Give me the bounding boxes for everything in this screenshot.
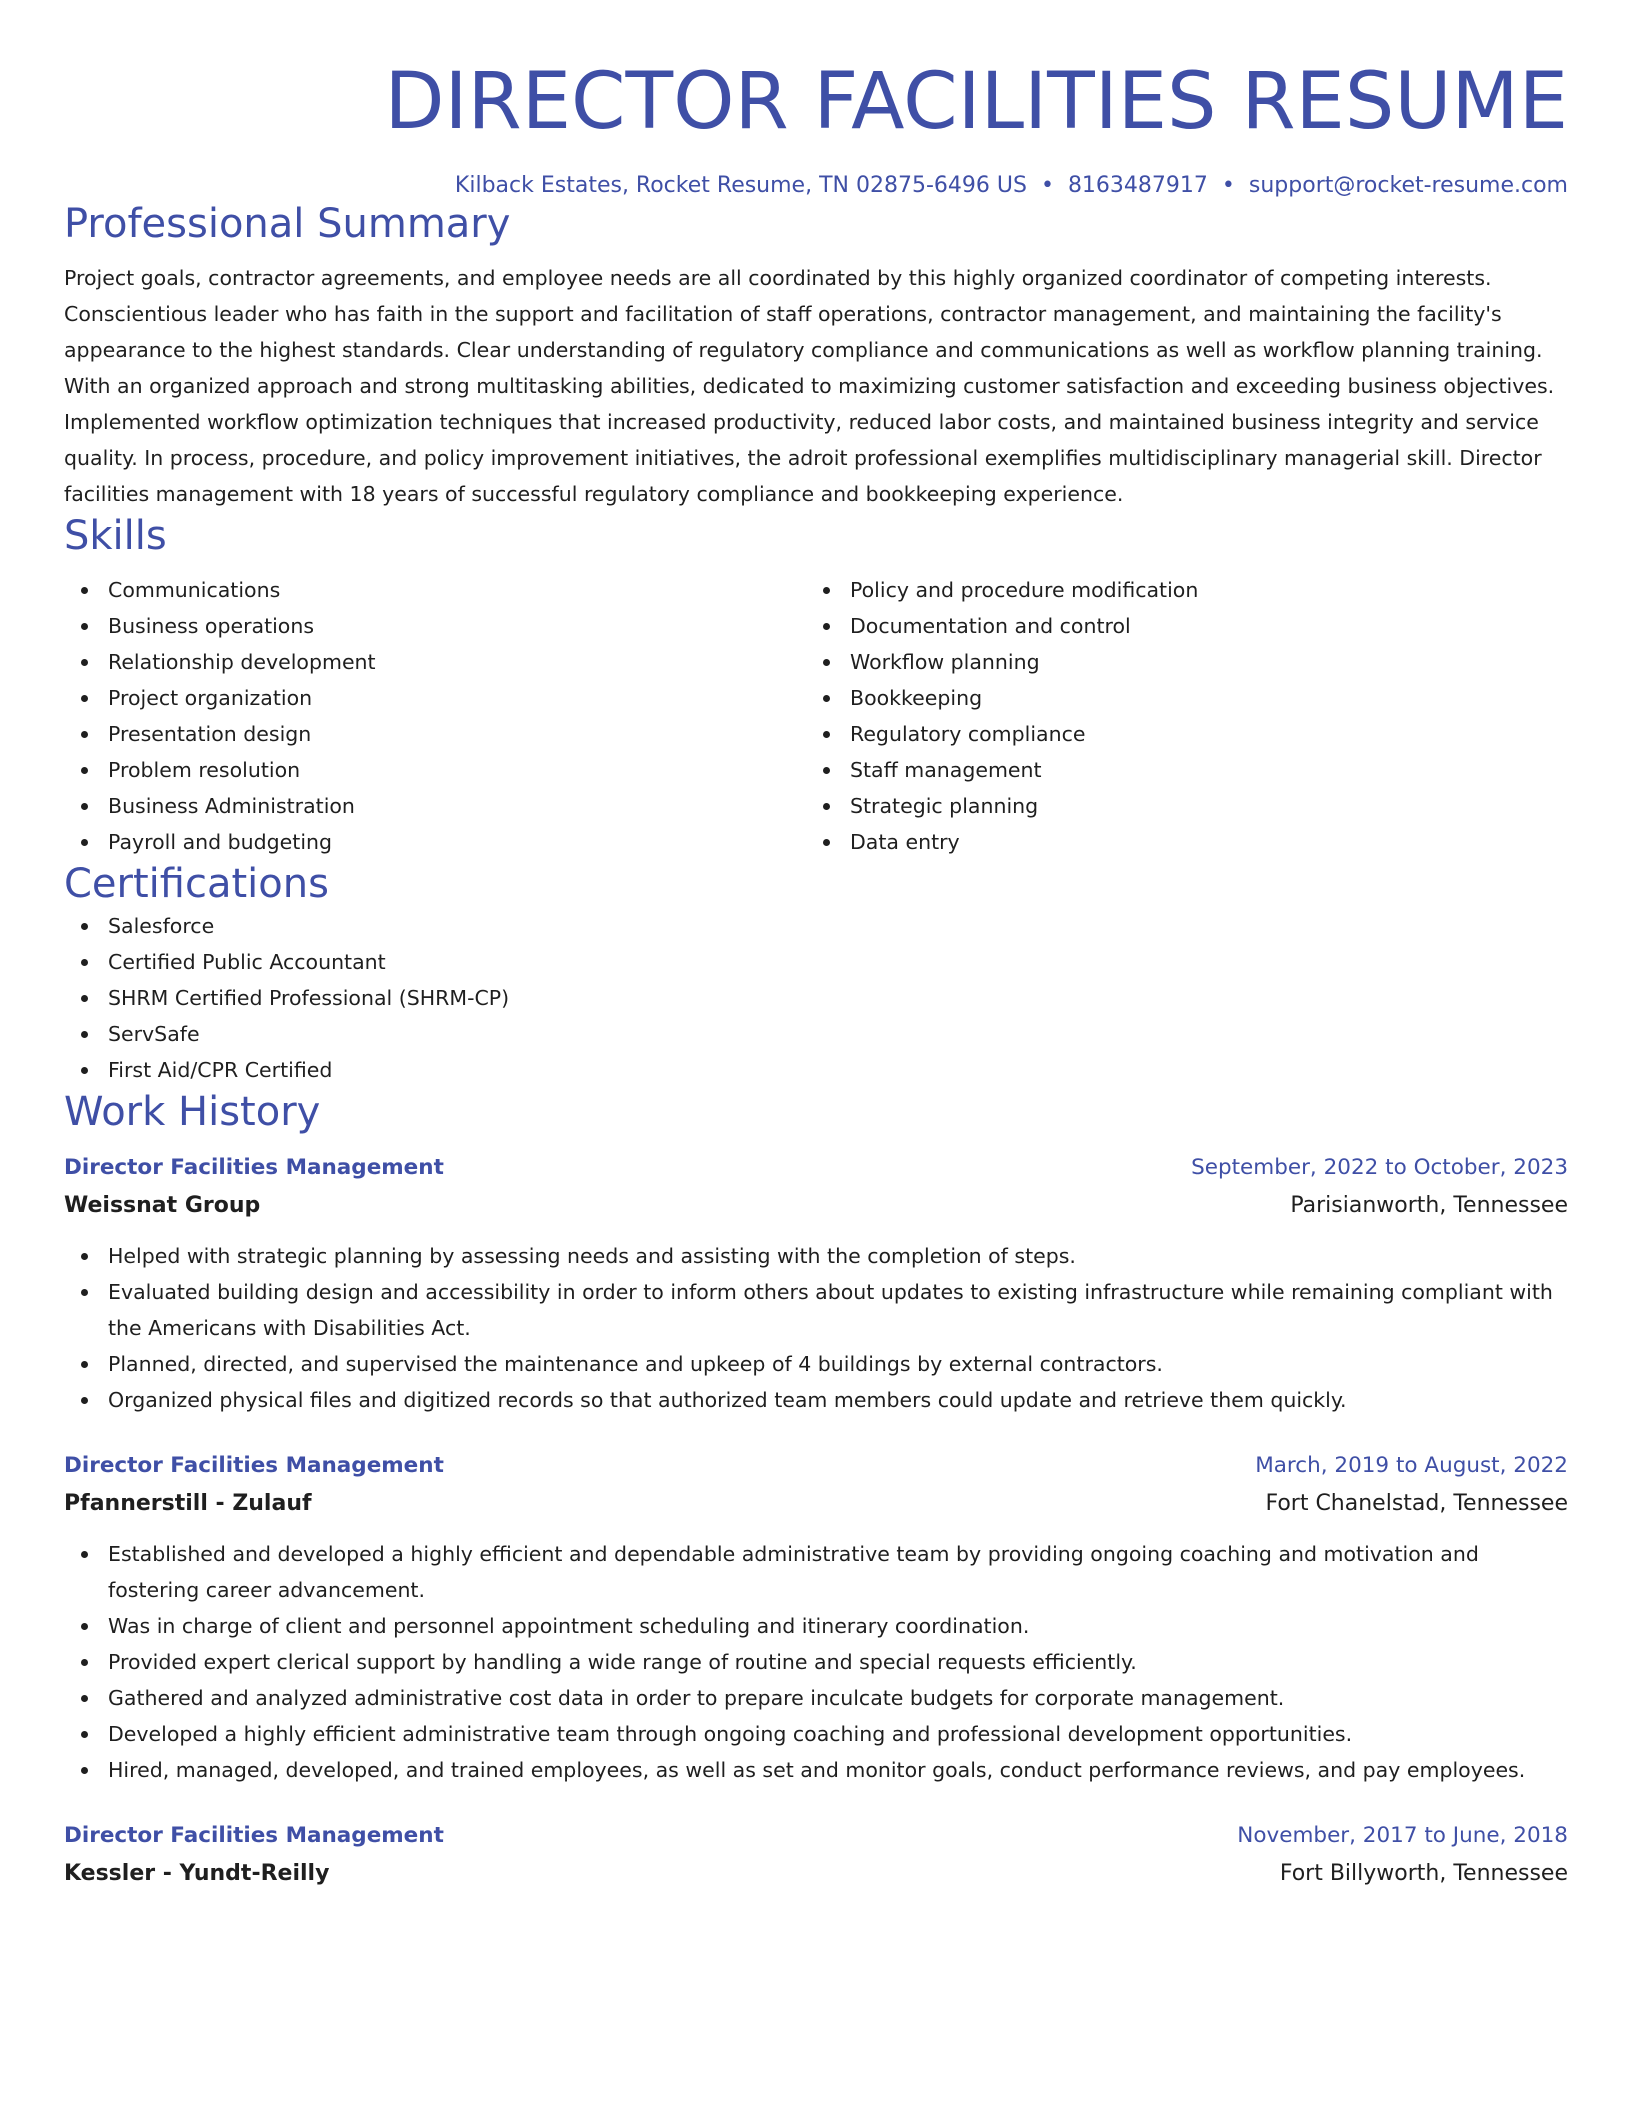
job-title: Director Facilities Management [64, 1155, 444, 1180]
skill-item: Problem resolution [64, 752, 806, 788]
job-header-row [64, 1150, 1568, 1186]
job-location: Fort Chanelstad, Tennessee [1265, 1491, 1568, 1516]
summary-text: Project goals, contractor agreements, and employee needs are all coordinated by this highly organized coordinator of competing interests. Conscientious leader who has faith in the support and facilitation of staff operations, contractor management, and maintaining the facility's appearance to the highest standards. Clear understanding of regulatory compliance and communications as well as workflow planning training. With an organized approach and strong multitasking abilities, dedicated to maximizing customer satisfaction and exceeding business objectives. Implemented workflow optimization techniques that increased productivity, reduced labor costs, and maintained business integrity and service quality. In process, procedure, and policy improvement initiatives, the adroit professional exemplifies multidisciplinary managerial skill. Director facilities management with 18 years of successful regulatory compliance and bookkeeping experience. [64, 266, 1555, 506]
contact-line [64, 172, 1568, 200]
job-header-row [64, 1818, 1568, 1854]
job-entry [64, 1150, 1568, 1418]
resume-title: DIRECTOR FACILITIES RESUME [384, 57, 1568, 147]
job-company: Pfannerstill - Zulauf [64, 1491, 312, 1516]
resume-page [64, 0, 1568, 1894]
job-entry [64, 1818, 1568, 1894]
certification-item: First Aid/CPR Certified [64, 1052, 1568, 1088]
skill-item: Strategic planning [806, 788, 1548, 824]
summary-heading: Professional Summary [64, 201, 511, 247]
certification-item: SHRM Certified Professional (SHRM-CP) [64, 980, 1568, 1016]
job-company-row [64, 1186, 1568, 1226]
job-bullet: Evaluated building design and accessibility in order to inform others about updates to existing infrastructure while remaining compliant with the Americans with Disabilities Act. [64, 1274, 1568, 1346]
job-bullet: Helped with strategic planning by assessing needs and assisting with the completion of steps. [64, 1238, 1568, 1274]
skill-item: Staff management [806, 752, 1548, 788]
job-dates: November, 2017 to June, 2018 [1237, 1823, 1568, 1848]
job-company: Weissnat Group [64, 1193, 261, 1218]
job-dates: March, 2019 to August, 2022 [1255, 1453, 1568, 1478]
job-bullet: Hired, managed, developed, and trained employees, as well as set and monitor goals, conduct performance reviews, and pay employees. [64, 1752, 1568, 1788]
skill-item: Relationship development [64, 644, 806, 680]
work-history-heading: Work History [64, 1089, 321, 1135]
skills-list [64, 572, 1568, 860]
skill-item: Presentation design [64, 716, 806, 752]
job-bullet: Planned, directed, and supervised the maintenance and upkeep of 4 buildings by external contractors. [64, 1346, 1568, 1382]
skill-item: Workflow planning [806, 644, 1548, 680]
skill-item: Bookkeeping [806, 680, 1548, 716]
job-company-row [64, 1854, 1568, 1894]
skill-item: Business operations [64, 608, 806, 644]
skill-item: Regulatory compliance [806, 716, 1548, 752]
job-bullet: Gathered and analyzed administrative cost data in order to prepare inculcate budgets for corporate management. [64, 1680, 1568, 1716]
job-company: Kessler - Yundt-Reilly [64, 1861, 330, 1886]
certifications-heading: Certifications [64, 861, 329, 907]
certifications-list [64, 908, 1568, 1088]
certification-item: Certified Public Accountant [64, 944, 1568, 980]
contact-separator: • [1040, 173, 1054, 198]
job-location: Parisianworth, Tennessee [1290, 1193, 1568, 1218]
job-title: Director Facilities Management [64, 1823, 444, 1848]
job-bullet: Developed a highly efficient administrative team through ongoing coaching and professional development opportunities. [64, 1716, 1568, 1752]
skill-item: Business Administration [64, 788, 806, 824]
skills-column-right [806, 572, 1548, 860]
contact-separator: • [1221, 173, 1235, 198]
skill-item: Policy and procedure modification [806, 572, 1548, 608]
job-location: Fort Billyworth, Tennessee [1279, 1861, 1568, 1886]
job-bullet: Established and developed a highly efficient and dependable administrative team by providing ongoing coaching and motivation and fostering career advancement. [64, 1536, 1568, 1608]
skill-item: Documentation and control [806, 608, 1548, 644]
job-bullet: Was in charge of client and personnel appointment scheduling and itinerary coordination. [64, 1608, 1568, 1644]
job-company-row [64, 1484, 1568, 1524]
job-bullets [64, 1536, 1568, 1788]
contact-email: support@rocket-resume.com [1248, 173, 1568, 198]
contact-address: Kilback Estates, Rocket Resume, TN 02875-6496 US [454, 173, 1027, 198]
certification-item: Salesforce [64, 908, 1568, 944]
skill-item: Communications [64, 572, 806, 608]
skill-item: Project organization [64, 680, 806, 716]
skills-heading: Skills [64, 513, 167, 559]
job-title: Director Facilities Management [64, 1453, 444, 1478]
job-entry [64, 1448, 1568, 1788]
job-dates: September, 2022 to October, 2023 [1191, 1155, 1568, 1180]
job-bullets [64, 1238, 1568, 1418]
job-header-row [64, 1448, 1568, 1484]
skill-item: Payroll and budgeting [64, 824, 806, 860]
job-bullet: Provided expert clerical support by handling a wide range of routine and special requests efficiently. [64, 1644, 1568, 1680]
contact-phone: 8163487917 [1067, 173, 1208, 198]
skills-column-left [64, 572, 806, 860]
certification-item: ServSafe [64, 1016, 1568, 1052]
skill-item: Data entry [806, 824, 1548, 860]
job-bullet: Organized physical files and digitized records so that authorized team members could update and retrieve them quickly. [64, 1382, 1568, 1418]
